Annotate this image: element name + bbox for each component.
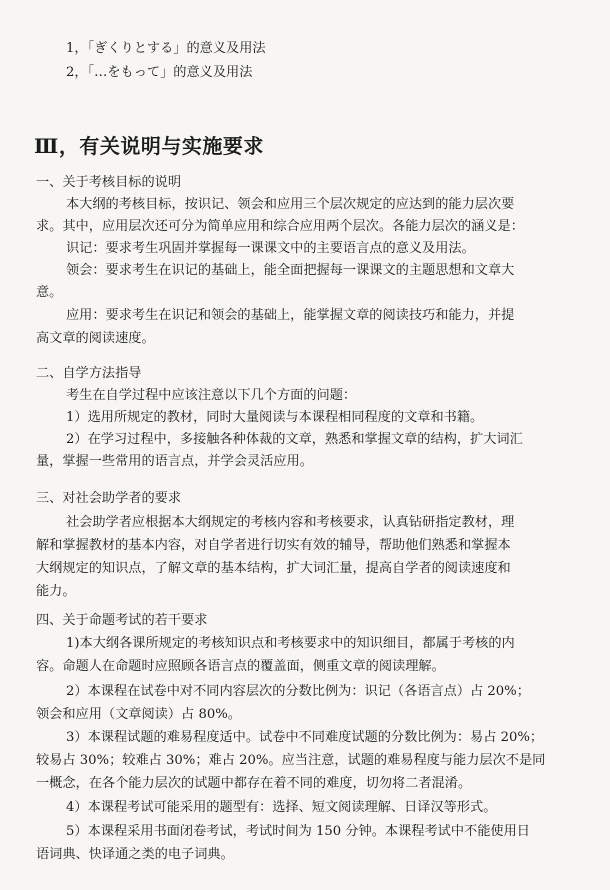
s4-line: 5）本课程采用书面闭卷考试，考试时间为 150 分钟。本课程考试中不能使用日	[66, 824, 530, 839]
s3-line: 能力。	[36, 584, 76, 599]
s3-line: 大纲规定的知识点，了解文章的基本结构，扩大词汇量，提高自学者的阅读速度和	[36, 561, 511, 576]
s4-heading: 四、关于命题考试的若干要求	[36, 613, 208, 628]
s4-line: 领会和应用（文章阅读）占 80%。	[36, 707, 241, 722]
s4-line: 较易占 30%；较难占 30%；难占 20%。应当注意，试题的难易程度与能力层次不是同	[36, 753, 546, 768]
s4-line: 语词典、快译通之类的电子词典。	[36, 847, 234, 862]
top-item-1: 1，「ぎくりとする」的意义及用法	[66, 41, 266, 56]
s2-line: 考生在自学过程中应该注意以下几个方面的问题：	[66, 388, 357, 403]
s1-line: 高文章的阅读速度。	[36, 331, 155, 346]
s1-line: 识记：要求考生巩固并掌握每一课课文中的主要语言点的意义及用法。	[66, 241, 475, 256]
s4-line: 3）本课程试题的难易程度适中。试卷中不同难度试题的分数比例为：易占 20%；	[66, 730, 544, 745]
s1-line: 应用：要求考生在识记和领会的基础上，能掌握文章的阅读技巧和能力，并提	[66, 308, 515, 323]
s1-line: 意。	[36, 285, 63, 300]
s4-line: 一概念，在各个能力层次的试题中都存在着不同的难度，切勿将二者混淆。	[36, 776, 472, 791]
s2-line: 2）在学习过程中，多接触各种体裁的文章，熟悉和掌握文章的结构，扩大词汇	[66, 432, 523, 447]
s3-line: 解和掌握教材的基本内容，对自学者进行切实有效的辅导，帮助他们熟悉和掌握本	[36, 538, 511, 553]
s2-line: 1）选用所规定的教材，同时大量阅读与本课程相同程度的文章和书籍。	[66, 410, 484, 425]
s4-line: 4）本课程考试可能采用的题型有：选择、短文阅读理解、日译汉等形式。	[66, 800, 497, 815]
s4-line: 容。命题人在命题时应照顾各语言点的覆盖面，侧重文章的阅读理解。	[36, 659, 445, 674]
s4-line: 1)本大纲各课所规定的考核知识点和考核要求中的知识细目，都属于考核的内	[66, 636, 515, 651]
s1-line: 求。其中，应用层次还可分为简单应用和综合应用两个层次。各能力层次的涵义是：	[36, 219, 524, 234]
section-title: Ⅲ，有关说明与实施要求	[34, 134, 264, 158]
s3-line: 社会助学者应根据本大纲规定的考核内容和考核要求，认真钻研指定教材，理	[66, 515, 515, 530]
s3-heading: 三、对社会助学者的要求	[36, 491, 182, 506]
s1-line: 本大纲的考核目标，按识记、领会和应用三个层次规定的应达到的能力层次要	[66, 197, 515, 212]
s4-line: 2）本课程在试卷中对不同内容层次的分数比例为：识记（各语言点）占 20%；	[66, 684, 530, 699]
s2-line: 量，掌握一些常用的语言点，并学会灵活应用。	[36, 454, 313, 469]
s1-heading: 一、关于考核目标的说明	[36, 175, 182, 190]
s1-line: 领会：要求考生在识记的基础上，能全面把握每一课课文的主题思想和文章大	[66, 263, 515, 278]
s2-heading: 二、自学方法指导	[36, 366, 142, 381]
top-item-2: 2，「…をもって」的意义及用法	[66, 65, 253, 80]
